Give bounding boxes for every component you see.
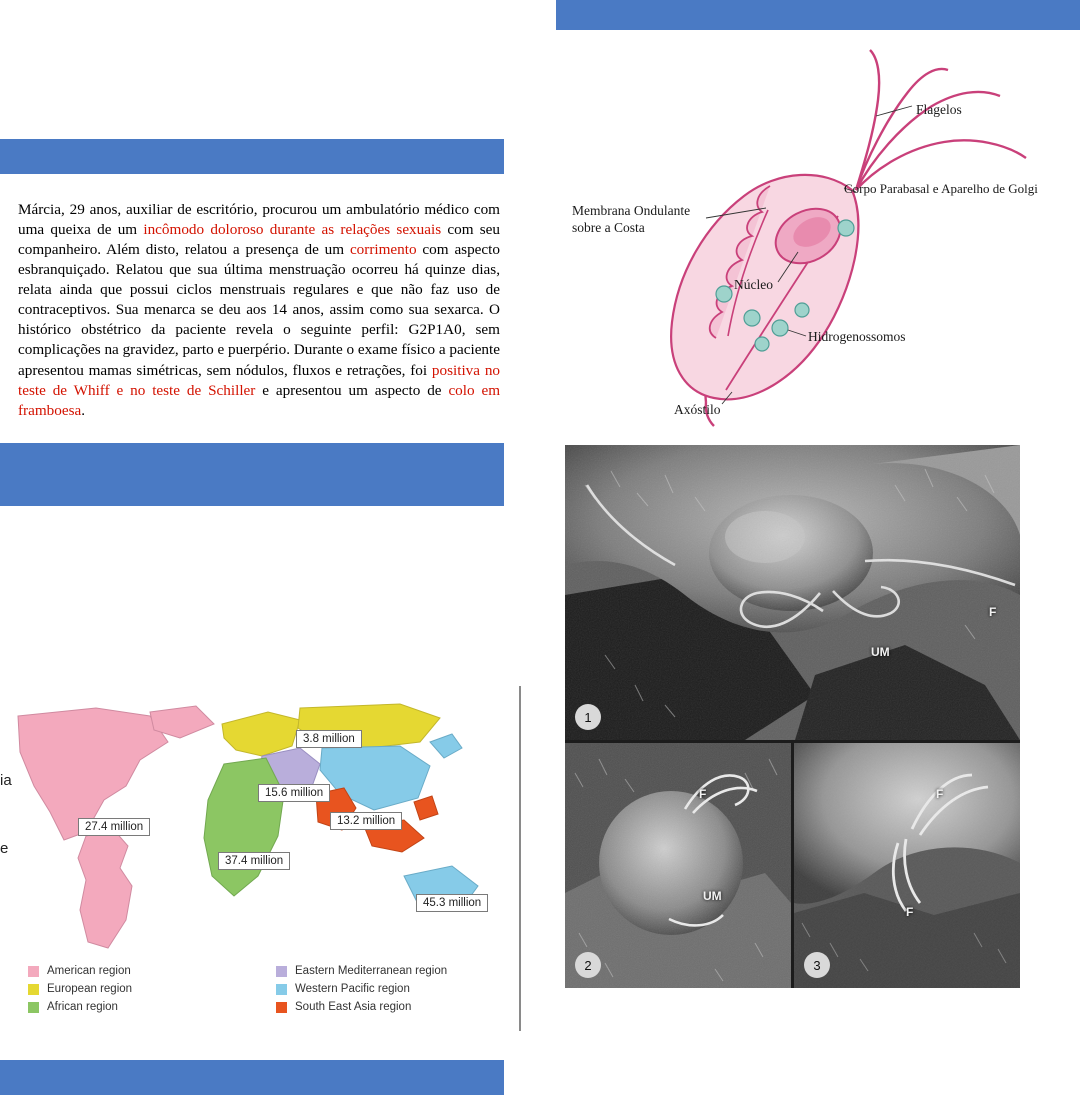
region-south-america [78,830,132,948]
legend-label: American region [47,965,131,977]
micrograph-number-3: 3 [804,952,830,978]
legend-item [28,965,132,977]
legend-swatch-african [28,1002,39,1013]
legend-label: Western Pacific region [295,983,410,995]
sem-micrograph-panel [565,445,1020,988]
region-africa [204,758,284,896]
label-axostilo: Axóstilo [674,402,721,417]
region-europe-west [222,712,300,756]
region-japan [430,734,462,758]
case-text-highlight: corrimento [349,241,417,259]
legend-item [28,983,132,995]
micrograph-panel-1 [565,445,1020,740]
map-callout-europe: 3.8 million [296,730,362,748]
legend-label: South East Asia region [295,1001,412,1013]
vertical-divider-map [519,686,521,1031]
micrograph-tag-f-3a: F [936,787,944,801]
legend-item [276,1001,447,1013]
legend-label: European region [47,983,133,995]
accent-bar-left-lower [0,1060,504,1095]
world-prevalence-map [0,690,510,1030]
case-text-segment: e apresentou um aspecto de [255,381,449,399]
accent-bar-left-upper [0,139,504,174]
map-side-label-1: ia [0,772,12,789]
micrograph-number-2: 2 [575,952,601,978]
legend-swatch-european [28,984,39,995]
accent-bar-left-middle [0,443,504,506]
legend-label: Eastern Mediterranean region [295,965,448,977]
trichomonas-diagram [556,40,1080,435]
legend-column-left [28,965,132,1019]
case-text-highlight: positiva no teste de Whiff e no teste de Schiller [18,361,501,399]
legend-item [276,965,447,977]
legend-column-right [276,965,447,1019]
case-text-highlight: colo em framboesa [18,381,501,419]
map-callout-emr: 15.6 million [258,784,330,802]
micrograph-tag-um-1: UM [871,645,890,659]
map-callout-americas: 27.4 million [78,818,150,836]
case-text-highlight: incômodo doloroso durante as relações sexuais [143,221,442,239]
world-map-graphic [0,690,510,960]
legend-label: African region [47,1001,118,1013]
legend-swatch-western-pacific [276,984,287,995]
case-text-segment: com seu companheiro. Além disto, relatou a presença de um [18,221,501,259]
micrograph-image-3 [794,743,1020,988]
micrograph-panel-2 [565,743,791,988]
trichomonas-illustration [556,40,1080,435]
micrograph-number-1: 1 [575,704,601,730]
legend-item [276,983,447,995]
micrograph-tag-f-1: F [989,605,997,619]
clinical-case-text [18,200,500,421]
legend-item [28,1001,132,1013]
case-text-segment: com aspecto esbranquiçado. Relatou que sua última menstruação ocorreu há quinze dias, relata ainda que possui ciclos menstruais regulares e que não faz uso de contraceptivos. Sua menarca se deu aos 14 anos, assim como sua sexarca. O histórico obstétrico da paciente revela o seguinte perfil: G2P1A0, sem complicações na gravidez, parto e puerpério. Durante o exame físico a paciente apresentou mamas simétricas, sem nódulos, fluxos e retrações, foi [18,241,500,379]
label-hidrogenossomos: Hidrogenossomos [808,329,906,344]
micrograph-image-2 [565,743,791,988]
legend-swatch-american [28,966,39,977]
legend-swatch-south-east-asia [276,1002,287,1013]
case-text-segment: . [81,401,86,419]
label-flagelos: Flagelos [916,102,962,117]
label-corpo-parabasal: Corpo Parabasal e Aparelho de Golgi [844,181,1038,196]
map-callout-searo: 45.3 million [416,894,488,912]
legend-swatch-eastern-mediterranean [276,966,287,977]
micrograph-tag-f-2: F [699,787,707,801]
micrograph-tag-f-3b: F [906,905,914,919]
micrograph-panel-3 [794,743,1020,988]
case-text-segment: Márcia, 29 anos, auxiliar de escritório, procurou um ambulatório médico com uma queixa de um [18,201,500,239]
map-side-label-2: e [0,840,9,857]
label-nucleo: Núcleo [734,277,773,292]
micrograph-tag-um-2: UM [703,889,722,903]
map-callout-africa: 37.4 million [218,852,290,870]
label-membrana-ondulante: Membrana Ondulante sobre a Costa [572,203,691,235]
map-callout-wpr: 13.2 million [330,812,402,830]
accent-bar-top-right [556,0,1080,30]
micrograph-image-1 [565,445,1020,740]
region-philippines [414,796,438,820]
